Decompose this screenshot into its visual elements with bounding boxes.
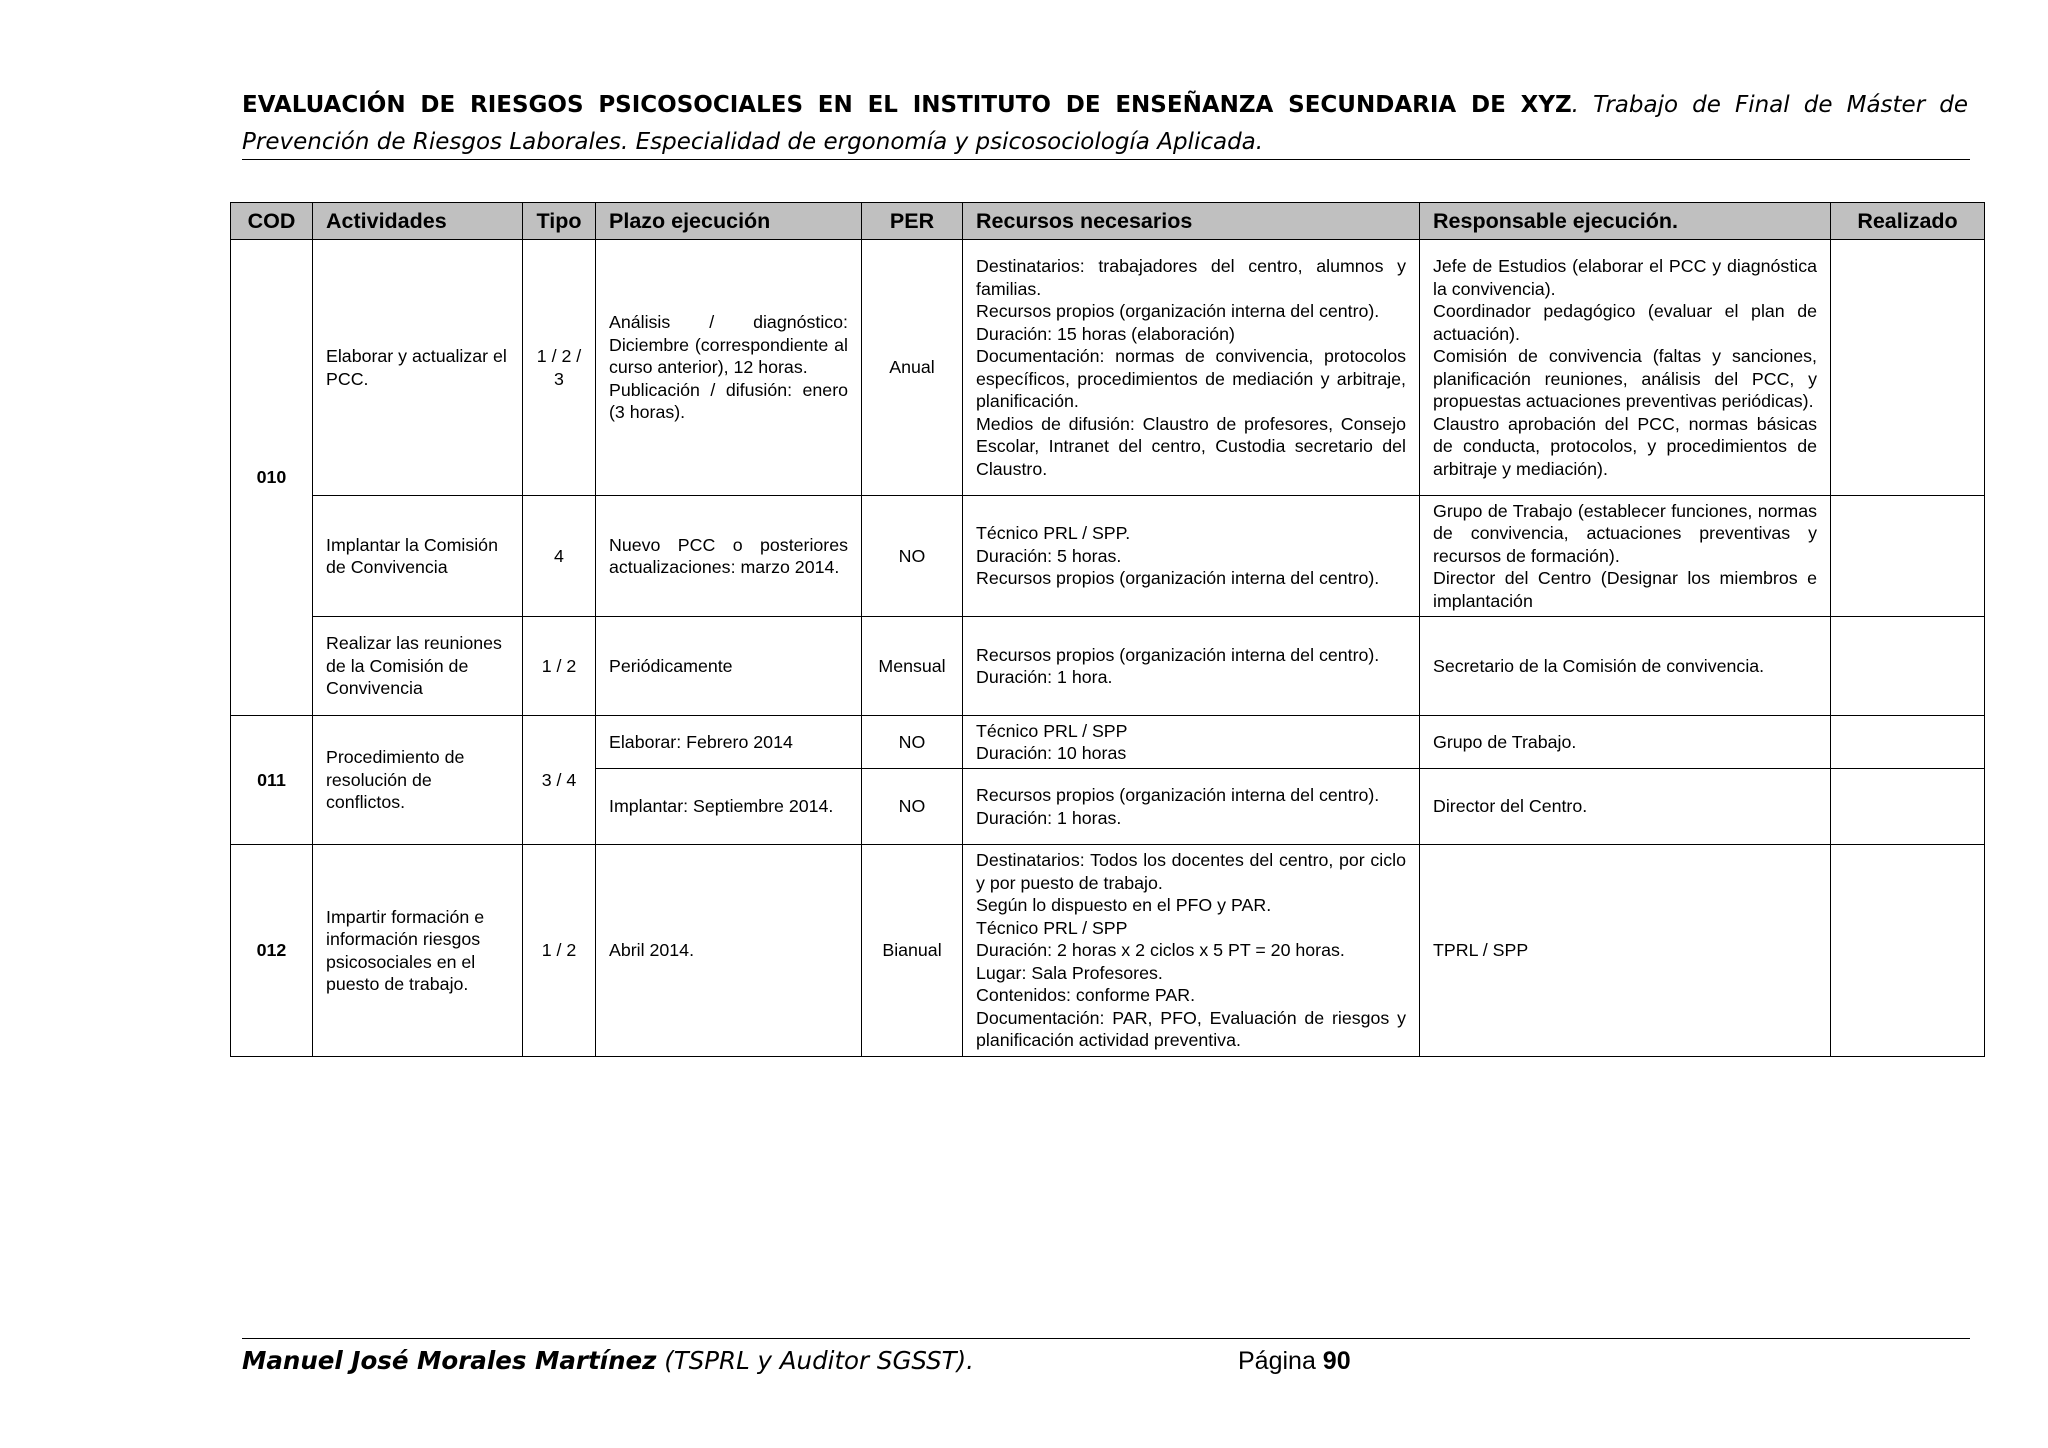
header-tipo: Tipo <box>523 203 596 240</box>
recursos-text: Destinatarios: Todos los docentes del centro, por ciclo y por puesto de trabajo. Según lo dispuesto en el PFO y PAR. Técnico PRL / SPP Duración: 2 horas x 2 ciclos x 5 PT = 20 horas. Lugar: Sala Profesores. Contenidos: conforme PAR. Documentación: PAR, PFO, Evaluación de riesgos y planificación actividad preventiva. <box>976 850 1406 1051</box>
recursos-text: Técnico PRL / SPP Duración: 10 horas <box>976 720 1128 763</box>
recursos-text: Técnico PRL / SPP. Duración: 5 horas. Recursos propios (organización interna del centro). <box>976 523 1380 589</box>
responsable-text: Grupo de Trabajo. <box>1433 731 1577 752</box>
responsable-text: TPRL / SPP <box>1433 940 1529 961</box>
plazo-cell <box>596 240 862 496</box>
header-per: PER <box>862 203 963 240</box>
tipo-cell: 3 / 4 <box>523 716 596 845</box>
recursos-cell <box>963 617 1420 716</box>
footer-author <box>242 1344 974 1378</box>
responsable-text: Grupo de Trabajo (establecer funciones, normas de convivencia, actuaciones preventivas y recursos de formación). Director del Centro (Designar los miembros e implantación <box>1433 500 1817 611</box>
document-title: EVALUACIÓN DE RIESGOS PSICOSOCIALES EN EL INSTITUTO DE ENSEÑANZA SECUNDARIA DE XYZ <box>242 92 1572 118</box>
plazo-text: Implantar: Septiembre 2014. <box>609 796 834 817</box>
header-actividades: Actividades <box>313 203 523 240</box>
cod-cell: 012 <box>231 845 313 1057</box>
plazo-cell <box>596 769 862 845</box>
responsable-text: Jefe de Estudios (elaborar el PCC y diagnóstica la convivencia). Coordinador pedagógico (evaluar el plan de actuación). Comisión de convivencia (faltas y sanciones, planificación reuniones, análisis del PCC, y propuestas actuaciones preventivas periódicas). Claustro aprobación del PCC, normas básicas de conducta, protocolos, y procedimientos de arbitraje y mediación). <box>1433 256 1817 479</box>
actividad-cell: Elaborar y actualizar el PCC. <box>313 240 523 496</box>
header-realizado: Realizado <box>1831 203 1985 240</box>
per-cell: NO <box>862 769 963 845</box>
page-label: Página <box>1238 1347 1323 1375</box>
author-name: Manuel José Morales Martínez <box>242 1346 657 1375</box>
tipo-cell: 1 / 2 <box>523 845 596 1057</box>
table-row <box>231 845 1985 1057</box>
responsable-cell <box>1420 617 1831 716</box>
recursos-text: Recursos propios (organización interna del centro). Duración: 1 hora. <box>976 644 1380 687</box>
plazo-text: Análisis / diagnóstico: Diciembre (correspondiente al curso anterior), 12 horas. Publicación / difusión: enero (3 horas). <box>609 312 848 423</box>
header-plazo: Plazo ejecución <box>596 203 862 240</box>
responsable-text: Director del Centro. <box>1433 796 1588 817</box>
cod-cell: 011 <box>231 716 313 845</box>
page-number <box>1238 1344 1351 1378</box>
realizado-cell <box>1831 240 1985 496</box>
responsable-cell <box>1420 845 1831 1057</box>
plazo-cell <box>596 716 862 769</box>
per-cell: NO <box>862 496 963 617</box>
footer-divider <box>242 1338 1970 1339</box>
plazo-text: Nuevo PCC o posteriores actualizaciones: marzo 2014. <box>609 534 848 577</box>
responsable-cell <box>1420 496 1831 617</box>
document-header <box>242 87 1968 161</box>
realizado-cell <box>1831 716 1985 769</box>
recursos-cell <box>963 240 1420 496</box>
actividad-cell: Impartir formación e información riesgos psicosociales en el puesto de trabajo. <box>313 845 523 1057</box>
header-recursos: Recursos necesarios <box>963 203 1420 240</box>
responsable-cell <box>1420 240 1831 496</box>
table-row <box>231 617 1985 716</box>
recursos-cell <box>963 769 1420 845</box>
per-cell: NO <box>862 716 963 769</box>
responsable-text: Secretario de la Comisión de convivencia. <box>1433 655 1765 676</box>
recursos-text: Destinatarios: trabajadores del centro, alumnos y familias. Recursos propios (organización interna del centro). Duración: 15 horas (elaboración) Documentación: normas de convivencia, protocolos específicos, procedimientos de mediación y arbitraje, planificación. Medios de difusión: Claustro de profesores, Consejo Escolar, Intranet del centro, Custodia secretario del Claustro. <box>976 256 1406 479</box>
plazo-text: Periódicamente <box>609 655 733 676</box>
actividad-cell: Implantar la Comisión de Convivencia <box>313 496 523 617</box>
header-divider <box>242 159 1970 160</box>
table-header-row <box>231 203 1985 240</box>
table-row <box>231 716 1985 769</box>
header-responsable: Responsable ejecución. <box>1420 203 1831 240</box>
document-subtitle: . Trabajo de Final de Máster de Prevención de Riesgos Laborales. Especialidad de ergonomía y psicosociología Aplicada. <box>242 92 1969 155</box>
table-row <box>231 496 1985 617</box>
responsable-cell <box>1420 769 1831 845</box>
per-cell: Bianual <box>862 845 963 1057</box>
recursos-cell <box>963 845 1420 1057</box>
recursos-text: Recursos propios (organización interna del centro). Duración: 1 horas. <box>976 785 1380 828</box>
page-number-value: 90 <box>1322 1347 1351 1375</box>
recursos-cell <box>963 496 1420 617</box>
tipo-cell: 1 / 2 / 3 <box>523 240 596 496</box>
tipo-cell: 1 / 2 <box>523 617 596 716</box>
plazo-cell <box>596 617 862 716</box>
realizado-cell <box>1831 769 1985 845</box>
plazo-text: Abril 2014. <box>609 940 695 961</box>
realizado-cell <box>1831 496 1985 617</box>
tipo-cell: 4 <box>523 496 596 617</box>
author-credentials: (TSPRL y Auditor SGSST). <box>656 1346 974 1375</box>
recursos-cell <box>963 716 1420 769</box>
realizado-cell <box>1831 845 1985 1057</box>
plazo-cell <box>596 496 862 617</box>
actividad-cell: Procedimiento de resolución de conflictos. <box>313 716 523 845</box>
responsable-cell <box>1420 716 1831 769</box>
per-cell: Anual <box>862 240 963 496</box>
plazo-cell <box>596 845 862 1057</box>
cod-cell: 010 <box>231 240 313 716</box>
activity-plan-table <box>230 202 1985 1057</box>
plazo-text: Elaborar: Febrero 2014 <box>609 731 793 752</box>
header-cod: COD <box>231 203 313 240</box>
actividad-cell: Realizar las reuniones de la Comisión de Convivencia <box>313 617 523 716</box>
per-cell: Mensual <box>862 617 963 716</box>
table-row <box>231 240 1985 496</box>
realizado-cell <box>1831 617 1985 716</box>
